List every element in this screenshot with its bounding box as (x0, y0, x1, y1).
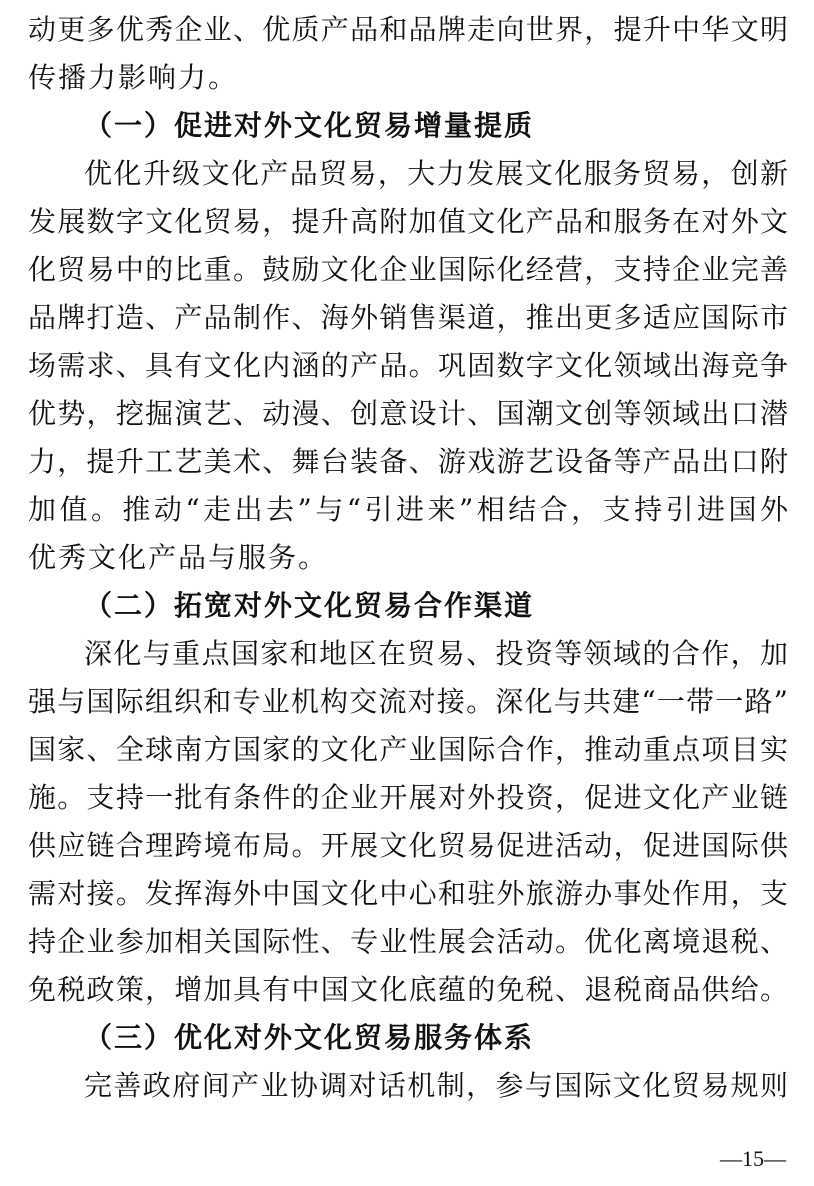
section-heading: （一）促进对外文化贸易增量提质 (84, 109, 535, 142)
text-line: 动更多优秀企业、优质产品和品牌走向世界，提升中华文明 (28, 13, 788, 46)
text-line: 化贸易中的比重。鼓励文化企业国际化经营，支持企业完善 (28, 253, 788, 286)
text-line: 传播力影响力。 (28, 61, 239, 94)
text-line: 完善政府间产业协调对话机制，参与国际文化贸易规则 (84, 1069, 788, 1102)
text-line: 强与国际组织和专业机构交流对接。深化与共建“一带一路” (28, 685, 788, 718)
text-line: 深化与重点国家和地区在贸易、投资等领域的合作，加 (84, 637, 788, 670)
text-line: 场需求、具有文化内涵的产品。巩固数字文化领域出海竞争 (28, 349, 788, 382)
section-heading: （二）拓宽对外文化贸易合作渠道 (84, 589, 535, 622)
text-line: 发展数字文化贸易，提升高附加值文化产品和服务在对外文 (28, 205, 788, 238)
text-line: 优化升级文化产品贸易，大力发展文化服务贸易，创新 (84, 157, 788, 190)
section-heading: （三）优化对外文化贸易服务体系 (84, 1021, 535, 1054)
text-line: 免税政策，增加具有中国文化底蕴的免税、退税商品供给。 (28, 973, 788, 1006)
document-page (28, 0, 788, 1110)
text-line: 国家、全球南方国家的文化产业国际合作，推动重点项目实 (28, 733, 788, 766)
text-line: 品牌打造、产品制作、海外销售渠道，推出更多适应国际市 (28, 301, 788, 334)
text-line: 持企业参加相关国际性、专业性展会活动。优化离境退税、 (28, 925, 788, 958)
text-line: 优秀文化产品与服务。 (28, 541, 329, 574)
text-line: 加值。推动“走出去”与“引进来”相结合，支持引进国外 (28, 493, 788, 526)
text-line: 优势，挖掘演艺、动漫、创意设计、国潮文创等领域出口潜 (28, 397, 788, 430)
text-line: 需对接。发挥海外中国文化中心和驻外旅游办事处作用，支 (28, 877, 788, 910)
text-line: 供应链合理跨境布局。开展文化贸易促进活动，促进国际供 (28, 829, 788, 862)
text-line: 力，提升工艺美术、舞台装备、游戏游艺设备等产品出口附 (28, 445, 788, 478)
text-line: 施。支持一批有条件的企业开展对外投资，促进文化产业链 (28, 781, 788, 814)
page-number: —15— (720, 1146, 786, 1171)
